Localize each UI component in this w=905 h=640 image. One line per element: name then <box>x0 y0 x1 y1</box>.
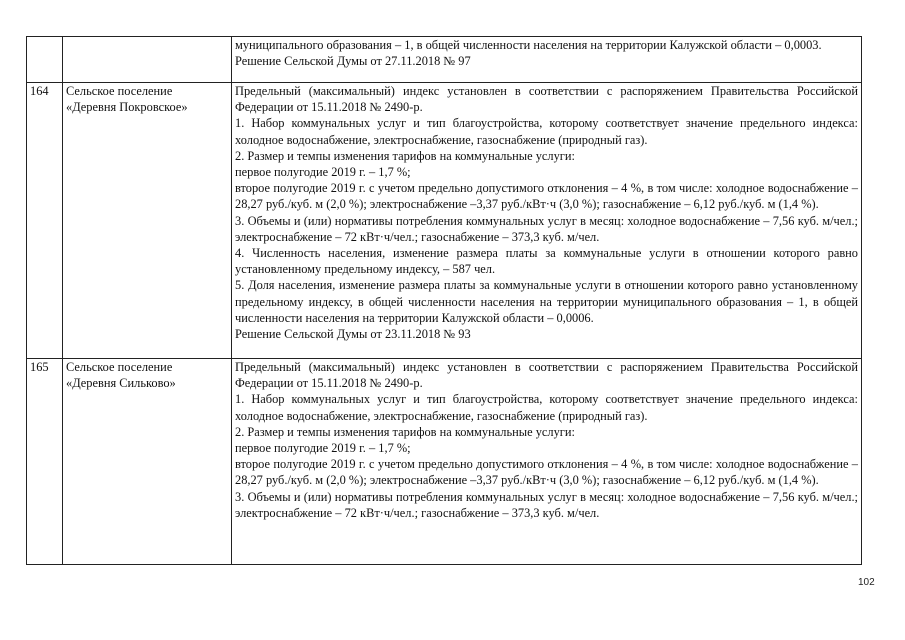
page-number: 102 <box>858 577 875 588</box>
paragraph: 1. Набор коммунальных услуг и тип благоустройства, которому соответствует значение предельного индекса: холодное водоснабжение, электроснабжение, газоснабжение (природный газ). <box>235 116 858 147</box>
paragraph: первое полугодие 2019 г. – 1,7 %; <box>235 441 411 456</box>
municipality-name-line: «Деревня Сильково» <box>66 376 176 391</box>
document-table <box>26 36 862 565</box>
row-number: 164 <box>27 83 63 359</box>
paragraph: Предельный (максимальный) индекс установлен в соответствии с распоряжением Правительства Российской Федерации от 15.11.2018 № 2490-р. <box>235 360 858 391</box>
table-row <box>27 359 862 565</box>
decision-reference: Решение Сельской Думы от 27.11.2018 № 97 <box>235 54 471 69</box>
municipality-name-line: Сельское поселение <box>66 360 173 374</box>
paragraph: 5. Доля населения, изменение размера платы за коммунальные услуги в отношении которого равно установленному предельному индексу, в общей численности населения на территории муниципального образования – 1, в общей численности населения на территории Калужской области – 0,0006. <box>235 278 858 325</box>
paragraph: 3. Объемы и (или) нормативы потребления коммунальных услуг в месяц: холодное водоснабжение – 7,56 куб. м/чел.; электроснабжение – 72 кВт·ч/чел.; газоснабжение – 373,3 куб. м/чел. <box>235 213 858 244</box>
paragraph: Предельный (максимальный) индекс установлен в соответствии с распоряжением Правительства Российской Федерации от 15.11.2018 № 2490-р. <box>235 84 858 115</box>
municipality-name <box>63 37 232 83</box>
paragraph: 2. Размер и темпы изменения тарифов на коммунальные услуги: <box>235 424 575 439</box>
row-number <box>27 37 63 83</box>
municipality-name-line: Сельское поселение <box>66 84 173 98</box>
paragraph: 1. Набор коммунальных услуг и тип благоустройства, которому соответствует значение предельного индекса: холодное водоснабжение, электроснабжение, газоснабжение (природный газ). <box>235 392 858 423</box>
paragraph: 2. Размер и темпы изменения тарифов на коммунальные услуги: <box>235 148 575 163</box>
row-number: 165 <box>27 359 63 565</box>
row-content <box>232 37 862 83</box>
municipality-name-line: «Деревня Покровское» <box>66 100 188 115</box>
paragraph: второе полугодие 2019 г. с учетом предельно допустимого отклонения – 4 %, в том числе: холодное водоснабжение – 28,27 руб./куб. м (2,0 %); электроснабжение –3,37 руб./кВт·ч (3,0 %); газоснабжение – 6,12 руб./куб. м (1,4 %). <box>235 181 858 212</box>
paragraph: муниципального образования – 1, в общей численности населения на территории Калужской области – 0,0003. <box>235 38 822 52</box>
decision-reference: Решение Сельской Думы от 23.11.2018 № 93 <box>235 327 471 342</box>
municipality-name <box>63 359 232 565</box>
table-row <box>27 83 862 359</box>
row-content <box>232 359 862 565</box>
paragraph: второе полугодие 2019 г. с учетом предельно допустимого отклонения – 4 %, в том числе: холодное водоснабжение – 28,27 руб./куб. м (2,0 %); электроснабжение –3,37 руб./кВт·ч (3,0 %); газоснабжение – 6,12 руб./куб. м (1,4 %). <box>235 457 858 488</box>
table-row <box>27 37 862 83</box>
municipality-name <box>63 83 232 359</box>
paragraph: 4. Численность населения, изменение размера платы за коммунальные услуги в отношении которого равно установленному предельному индексу, – 587 чел. <box>235 246 858 277</box>
row-content <box>232 83 862 359</box>
paragraph: первое полугодие 2019 г. – 1,7 %; <box>235 165 411 180</box>
paragraph: 3. Объемы и (или) нормативы потребления коммунальных услуг в месяц: холодное водоснабжение – 7,56 куб. м/чел.; электроснабжение – 72 кВт·ч/чел.; газоснабжение – 373,3 куб. м/чел. <box>235 489 858 520</box>
